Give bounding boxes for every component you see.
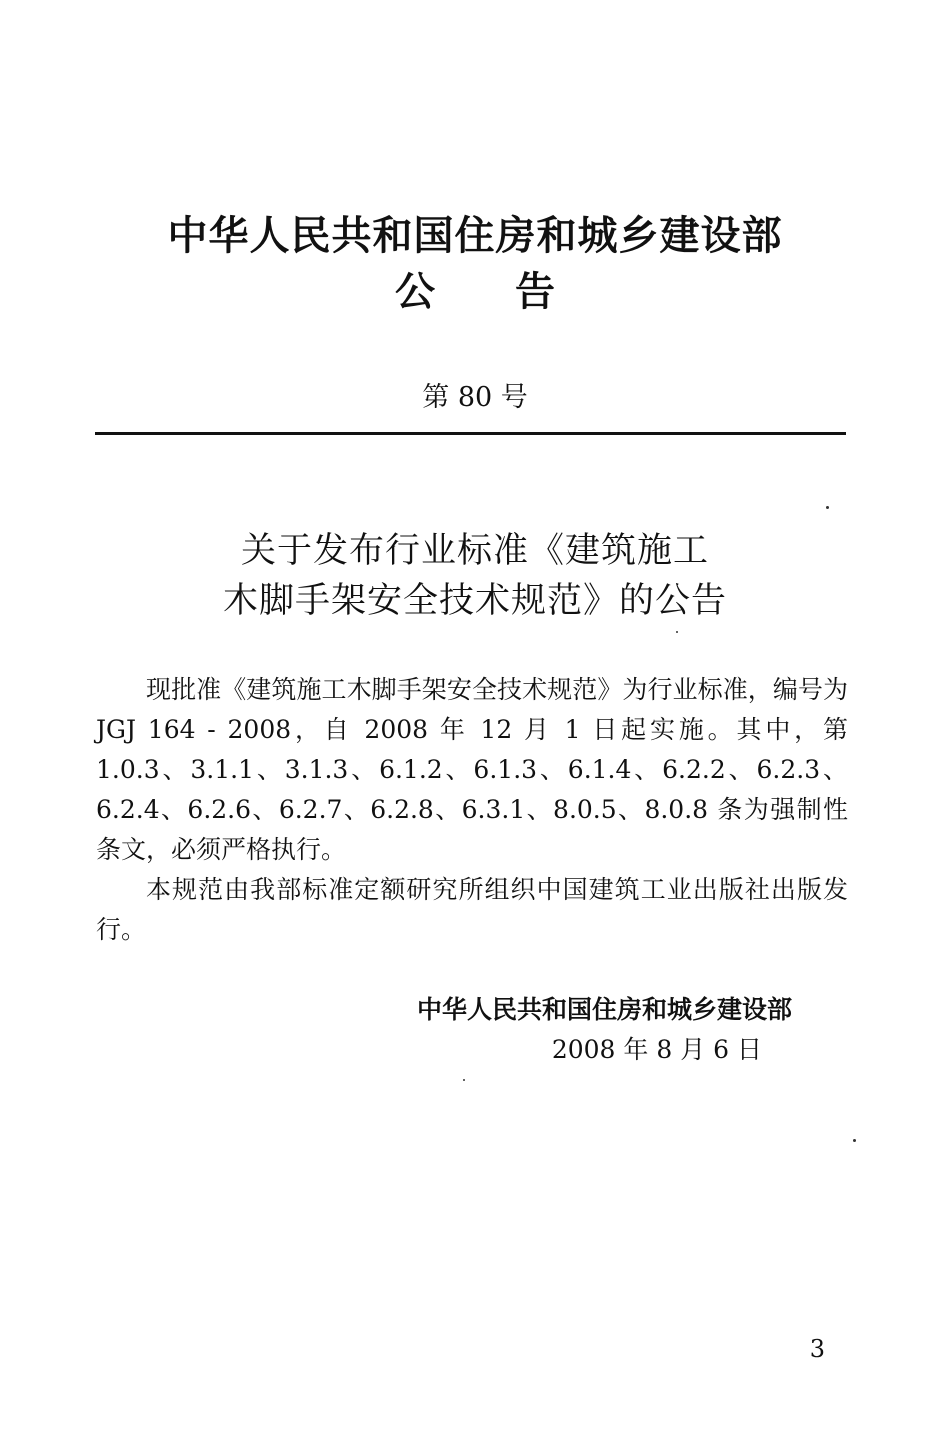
scan-speck bbox=[826, 506, 829, 509]
notice-body bbox=[96, 670, 848, 950]
header-divider bbox=[95, 432, 846, 435]
notice-subject-line-1: 关于发布行业标准《建筑施工 bbox=[240, 531, 709, 571]
notice-number: 第 80 号 bbox=[422, 382, 528, 413]
body-paragraph-1: 现批准《建筑施工木脚手架安全技术规范》为行业标准，编号为 JGJ 164 - 2008，自 2008 年 12 月 1 日起实施。其中，第 1.0.3、3.1.1、3.1.3、6.1.2、6.1.3、6.1.4、6.2.2、6.2.3、6.2.4、6.2.6、6.2.7、6.2.8、6.3.1、8.0.5、8.0.8 条为强制性条文，必须严格执行。 bbox=[96, 675, 848, 864]
notice-heading bbox=[0, 264, 950, 320]
scan-speck bbox=[463, 1079, 465, 1081]
notice-heading-char-1: 公 bbox=[395, 269, 435, 315]
scan-speck bbox=[853, 1139, 856, 1142]
body-paragraph-2: 本规范由我部标准定额研究所组织中国建筑工业出版社出版发行。 bbox=[96, 875, 848, 944]
issue-date: 2008 年 8 月 6 日 bbox=[551, 1035, 762, 1064]
page-number: 3 bbox=[809, 1335, 825, 1363]
scan-speck bbox=[676, 631, 678, 633]
issuer-signature: 中华人民共和国住房和城乡建设部 bbox=[416, 995, 792, 1024]
notice-subject-line-2: 木脚手架安全技术规范》的公告 bbox=[222, 581, 727, 621]
notice-heading-char-2: 告 bbox=[515, 269, 555, 315]
notice-subject bbox=[0, 526, 950, 626]
ministry-title: 中华人民共和国住房和城乡建设部 bbox=[167, 213, 783, 259]
